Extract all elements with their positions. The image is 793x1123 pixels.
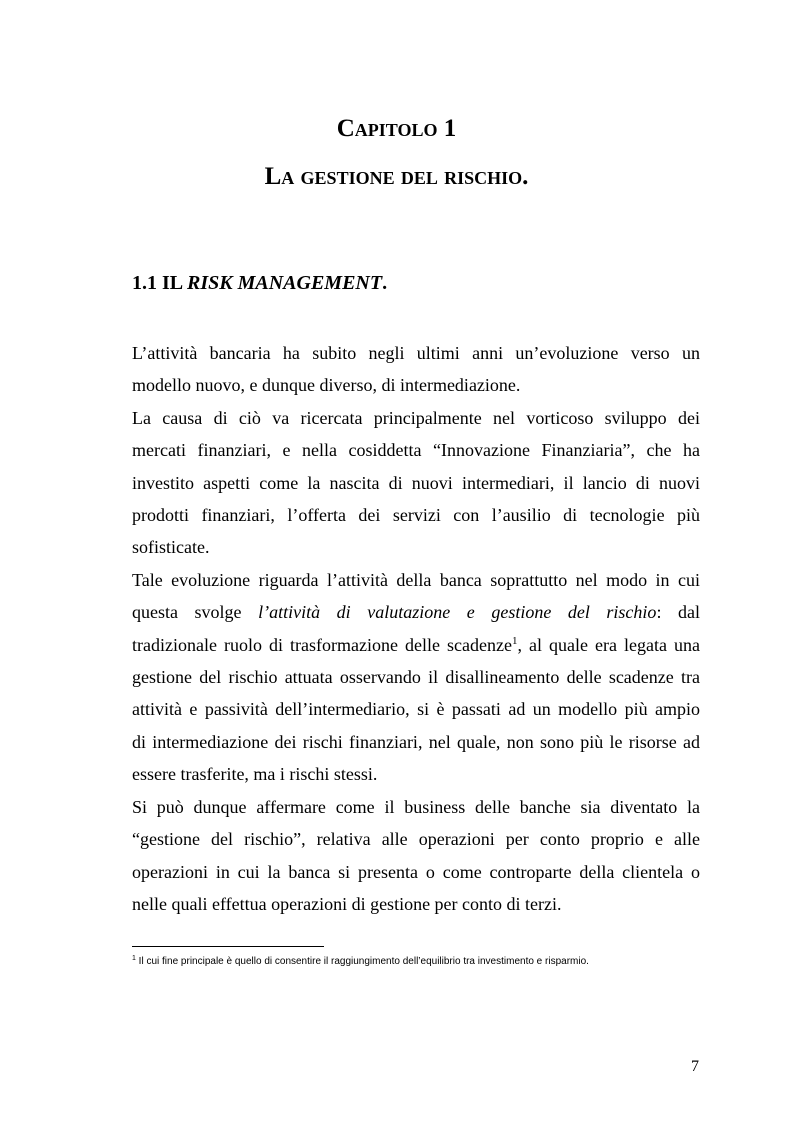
chapter-title: La gestione del rischio. — [264, 163, 529, 190]
text-line: nelle quali effettua operazioni di gestione per conto di terzi. — [132, 893, 562, 914]
section-number: 1.1 IL — [132, 272, 183, 294]
text-line: Tale evoluzione riguarda l’attività della banca soprattutto nel modo in cui — [132, 569, 700, 590]
text-line: “gestione del rischio”, relativa alle operazioni per conto proprio e alle — [132, 829, 700, 850]
text-segment: tradizionale ruolo di trasformazione delle scadenze — [132, 634, 512, 655]
text-segment: , al quale era legata una — [517, 634, 700, 655]
section-heading — [132, 270, 387, 296]
text-line: L’attività bancaria ha subito negli ultimi anni un’evoluzione verso un — [132, 343, 700, 363]
chapter-label: Capitolo 1 — [336, 115, 457, 142]
text-line: gestione del rischio attuata osservando il disallineamento delle scadenze tra — [132, 667, 700, 688]
text-line: modello nuovo, e dunque diverso, di intermediazione. — [132, 375, 521, 396]
paragraph-2 — [132, 402, 700, 564]
footnote-divider — [132, 946, 324, 947]
body-text — [132, 337, 700, 920]
paragraph-1 — [132, 337, 700, 402]
section-period: . — [382, 272, 388, 294]
text-line: di intermediazione dei rischi finanziari, nel quale, non sono più le risorse ad — [132, 731, 700, 752]
text-line: La causa di ciò va ricercata principalmente nel vorticoso sviluppo dei — [132, 407, 700, 428]
text-segment: questa svolge — [132, 602, 242, 623]
text-line: essere trasferite, ma i rischi stessi. — [132, 764, 378, 785]
text-line: mercati finanziari, e nella cosiddetta “Innovazione Finanziaria”, che ha — [132, 440, 700, 461]
italic-phrase: l’attività di valutazione e gestione del rischio — [258, 602, 657, 623]
text-line: sofisticate. — [132, 537, 210, 558]
footnote — [132, 955, 589, 969]
footnote-text: Il cui fine principale è quello di consentire il raggiungimento dell’equilibrio tra investimento e risparmio. — [135, 956, 589, 967]
text-line: prodotti finanziari, l’offerta dei servizi con l’ausilio di tecnologie più — [132, 505, 700, 526]
text-line — [132, 629, 700, 661]
text-line — [132, 596, 700, 628]
text-line: operazioni in cui la banca si presenta o come controparte della clientela o — [132, 861, 700, 882]
paragraph-4 — [132, 791, 700, 921]
footnote-marker: 1 — [132, 955, 136, 962]
section-title: RISK MANAGEMENT — [187, 272, 383, 294]
page-number: 7 — [691, 1058, 699, 1075]
paragraph-3 — [132, 564, 700, 791]
text-line: attività e passività dell’intermediario, si è passati ad un modello più ampio — [132, 699, 700, 720]
text-segment: : dal — [656, 602, 700, 623]
footnote-reference[interactable]: 1 — [511, 634, 518, 647]
text-line: Si può dunque affermare come il business delle banche sia diventato la — [132, 796, 700, 817]
text-line: investito aspetti come la nascita di nuovi intermediari, il lancio di nuovi — [132, 472, 700, 493]
